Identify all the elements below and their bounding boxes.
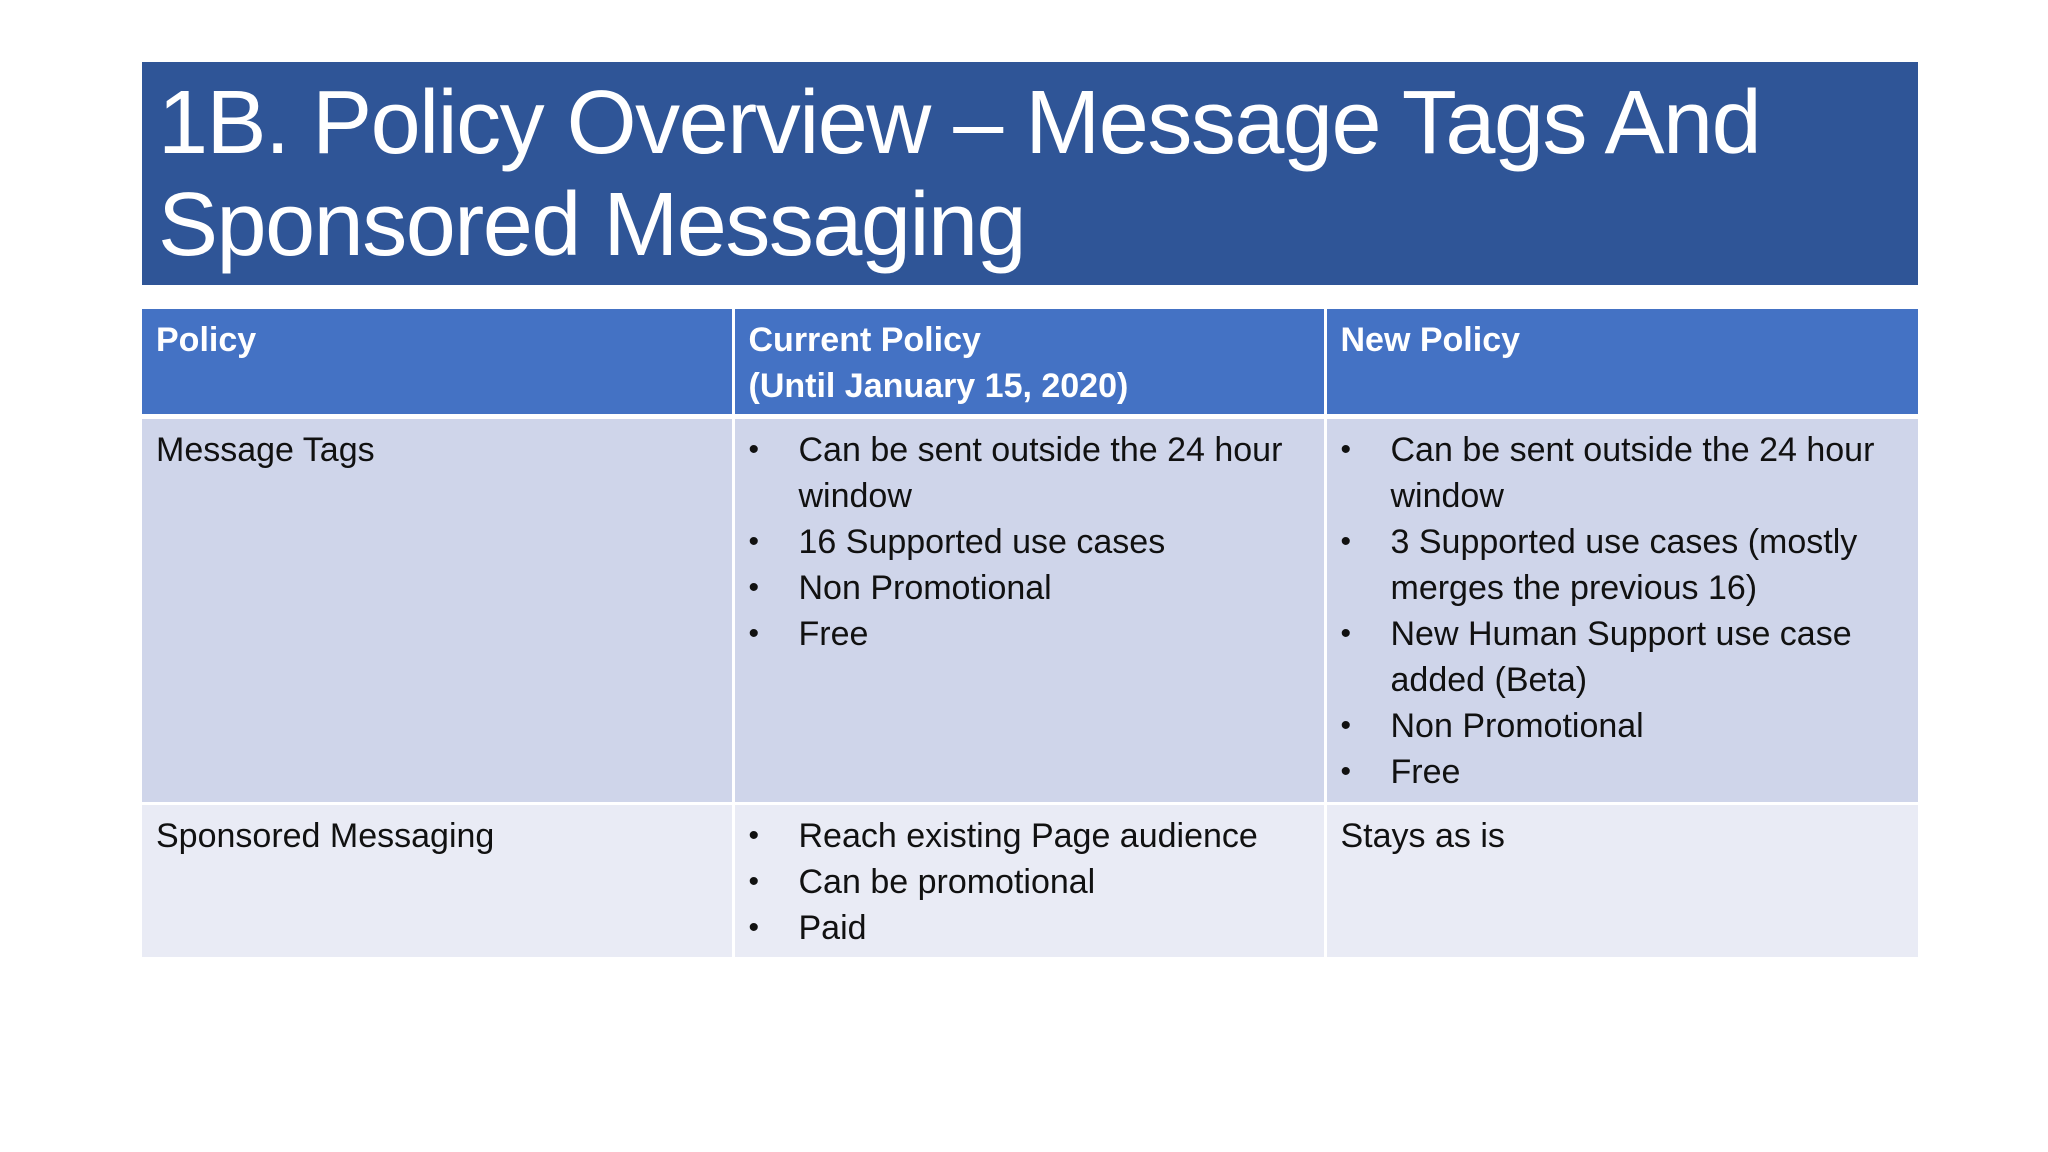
list-item-text: New Human Support use case added (Beta) (1390, 614, 1852, 699)
header-current-policy-date: (Until January 15, 2020) (748, 367, 1129, 405)
bullet-icon: • (748, 524, 760, 558)
table-row (142, 416, 1918, 803)
list-item (1341, 427, 1905, 519)
list-item (749, 565, 1310, 611)
slide-title-bar (142, 62, 1918, 285)
slide-title: 1B. Policy Overview – Message Tags And Sponsored Messaging (158, 73, 1761, 275)
list-item-text: Can be sent outside the 24 hour window (1390, 430, 1875, 515)
bullet-icon: • (748, 864, 760, 898)
bullet-icon: • (1340, 524, 1352, 558)
cell-policy-message-tags: Message Tags (142, 416, 733, 803)
list-item-text: Non Promotional (798, 568, 1052, 607)
bullet-list (1341, 427, 1905, 795)
policy-comparison-table (142, 309, 1918, 957)
list-item-text: Non Promotional (1390, 706, 1644, 745)
cell-current-sponsored-messaging (733, 803, 1325, 957)
header-current-policy-label: Current Policy (748, 321, 981, 359)
cell-new-sponsored-messaging: Stays as is (1325, 803, 1918, 957)
bullet-icon: • (1340, 616, 1352, 650)
bullet-list (749, 813, 1310, 951)
list-item (749, 859, 1310, 905)
list-item (749, 813, 1310, 859)
list-item-text: Paid (798, 908, 867, 947)
list-item-text: Reach existing Page audience (798, 816, 1258, 855)
list-item (1341, 611, 1905, 703)
header-current-policy (733, 309, 1325, 416)
bullet-icon: • (1340, 708, 1352, 742)
list-item-text: Can be promotional (798, 862, 1096, 901)
table-row (142, 803, 1918, 957)
table-header-row (142, 309, 1918, 416)
bullet-icon: • (748, 570, 760, 604)
list-item (749, 519, 1310, 565)
bullet-icon: • (748, 910, 760, 944)
header-policy: Policy (142, 309, 733, 416)
list-item-text: 3 Supported use cases (mostly merges the previous 16) (1390, 522, 1858, 607)
list-item (749, 611, 1310, 657)
bullet-icon: • (748, 432, 760, 466)
bullet-list (749, 427, 1310, 657)
header-new-policy: New Policy (1325, 309, 1918, 416)
cell-new-message-tags (1325, 416, 1918, 803)
list-item-text: Free (1390, 752, 1461, 791)
bullet-icon: • (748, 616, 760, 650)
list-item (749, 427, 1310, 519)
cell-current-message-tags (733, 416, 1325, 803)
cell-policy-sponsored-messaging: Sponsored Messaging (142, 803, 733, 957)
bullet-icon: • (748, 818, 760, 852)
list-item-text: Can be sent outside the 24 hour window (798, 430, 1283, 515)
list-item-text: 16 Supported use cases (798, 522, 1166, 561)
bullet-icon: • (1340, 432, 1352, 466)
bullet-icon: • (1340, 754, 1352, 788)
list-item (749, 905, 1310, 951)
list-item (1341, 703, 1905, 749)
list-item (1341, 749, 1905, 795)
list-item (1341, 519, 1905, 611)
list-item-text: Free (798, 614, 869, 653)
